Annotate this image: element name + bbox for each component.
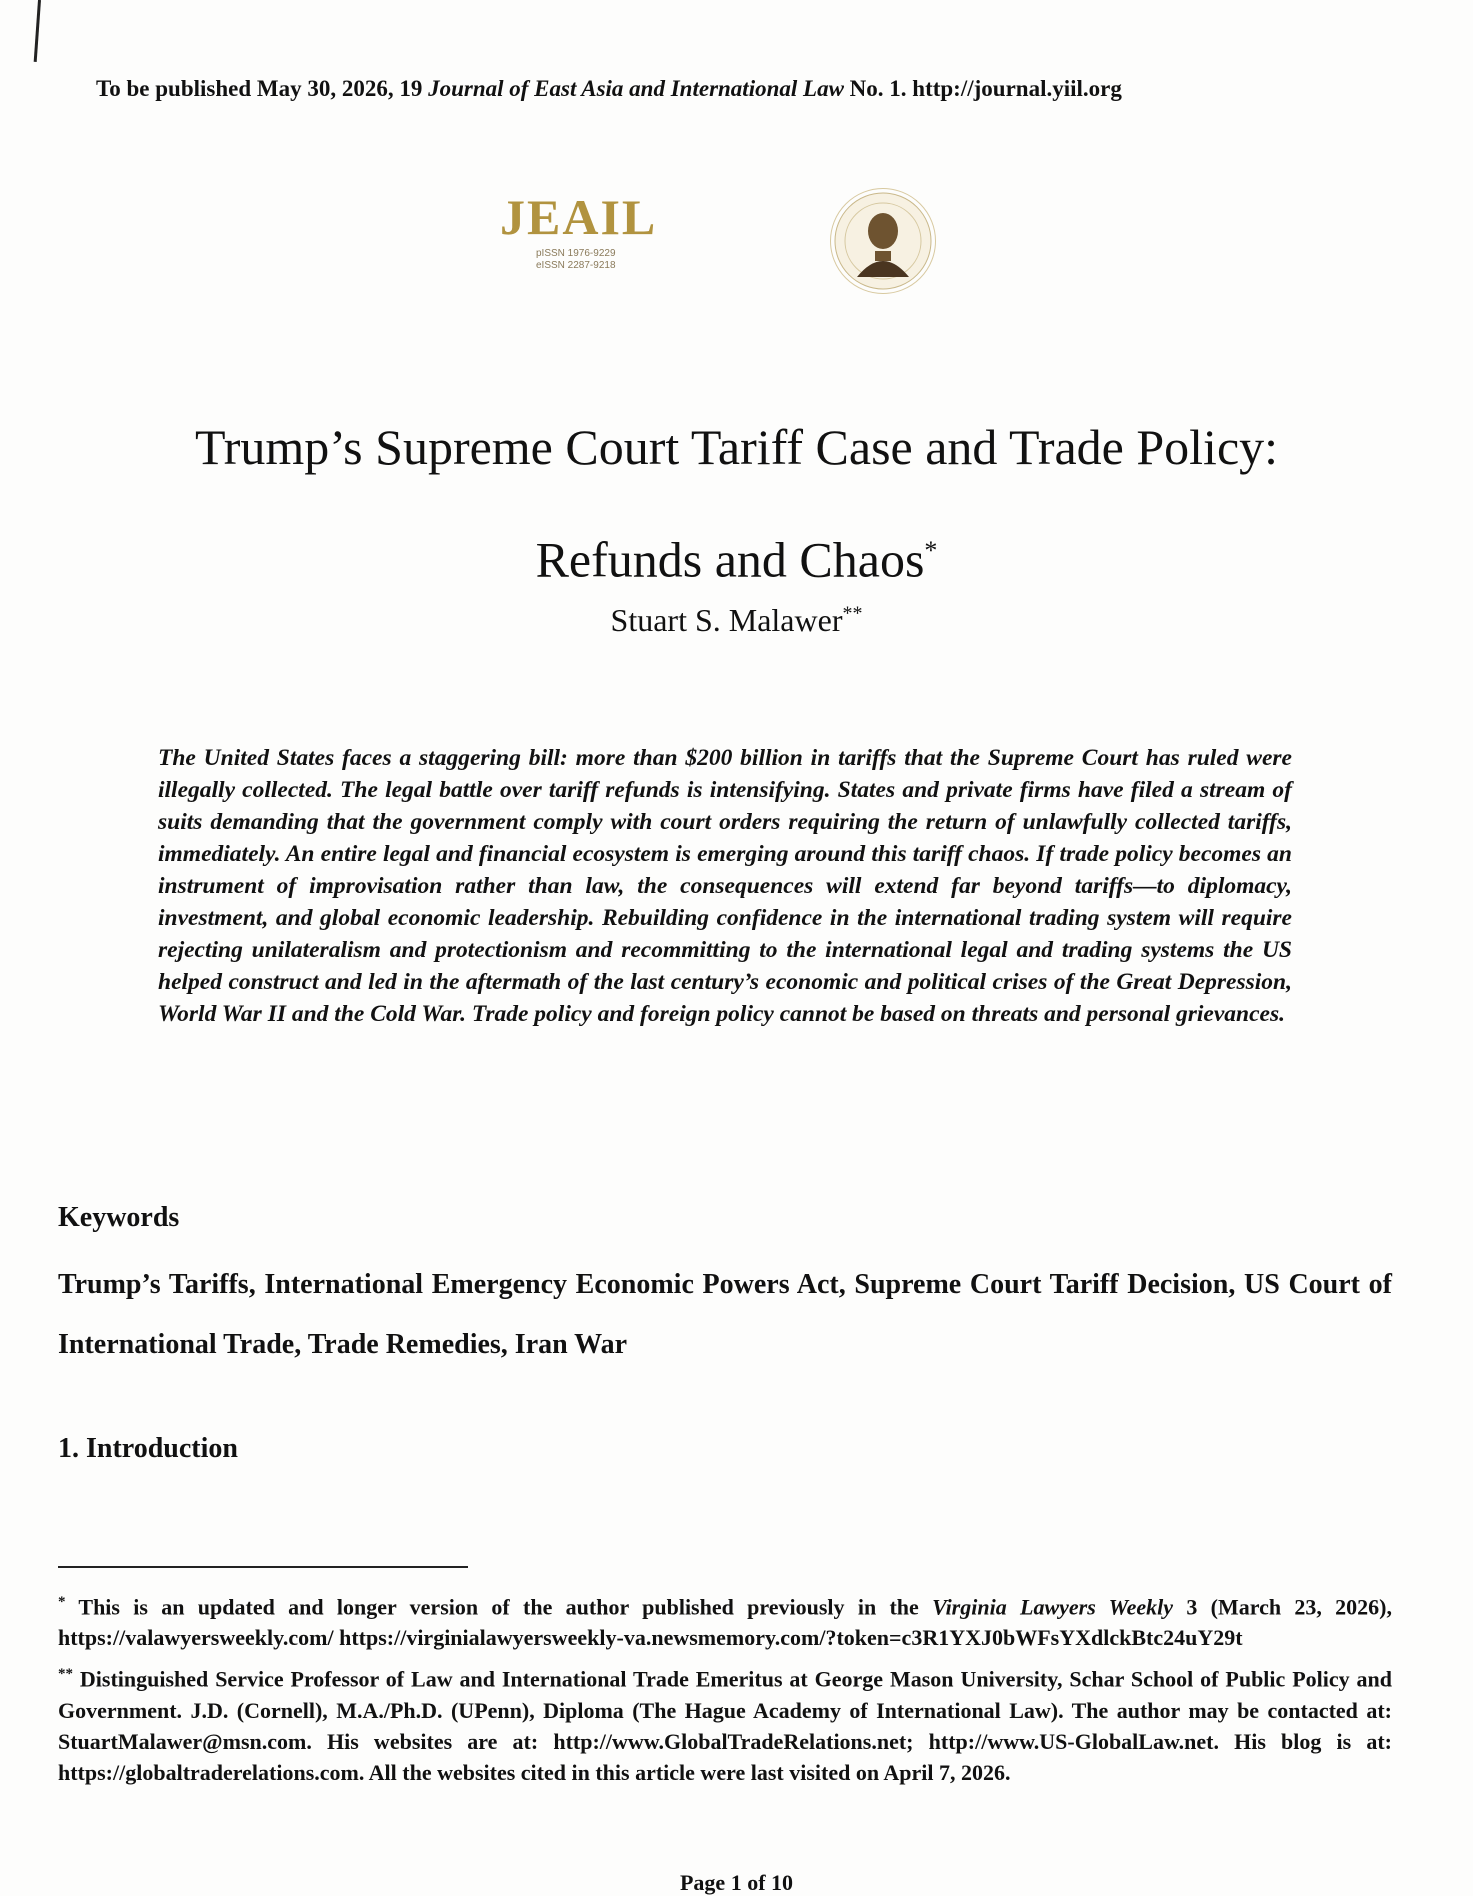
jeail-logo [500,188,820,308]
page-number: Page 1 of 10 [679,1870,794,1895]
publication-header [96,76,1386,102]
keywords-heading: Keywords [58,1202,180,1233]
footnote-1 [58,1587,1392,1653]
institute-seal-icon [830,188,936,294]
footnote-divider [58,1566,468,1568]
header-suffix: No. 1. http://journal.yiil.org [843,76,1122,101]
title-line-1: Trump’s Supreme Court Tariff Case and Trade Policy: [194,419,1279,475]
author-line [0,602,1473,639]
author-name: Stuart S. Malawer [610,602,843,638]
issn-print: pISSN 1976-9229 [536,248,616,259]
abstract: The United States faces a staggering bill: more than $200 billion in tariffs that the Supreme Court has ruled were illegally collected. The legal battle over tariff refunds is intensifying. States and private firms have filed a stream of suits demanding that the government comply with court orders requiring the return of unlawfully collected tariffs, immediately. An entire legal and financial ecosystem is emerging around this tariff chaos. If trade policy becomes an instrument of improvisation rather than law, the consequences will extend far beyond tariffs—to diplomacy, investment, and global economic leadership. Rebuilding confidence in the international trading system will require rejecting unilateralism and protectionism and recommitting to the international legal and trading systems the US helped construct and led in the aftermath of the last century’s economic and political crises of the Great Depression, World War II and the Cold War. Trade policy and foreign policy cannot be based on threats and personal grievances. [158,745,1292,1027]
footnote-1-marker: * [58,1594,66,1610]
logo-wordmark: JEAIL [500,189,658,245]
title-footnote-marker: * [924,536,938,565]
header-prefix: To be published May 30, 2026, 19 [96,76,429,101]
footnote-1-pre: This is an updated and longer version of the author published previously in the [65,1594,933,1620]
title-line-2-text: Refunds and Chaos [535,531,925,588]
footnotes [58,1587,1392,1794]
keywords-list: Trump’s Tariffs, International Emergency Economic Powers Act, Supreme Court Tariff Decision, US Court of International Trade, Trade Remedies, Iran War [58,1269,1392,1360]
footnote-2 [58,1659,1392,1787]
section-heading-introduction: 1. Introduction [58,1433,238,1464]
footnote-2-text: Distinguished Service Professor of Law and International Trade Emeritus at George Mason University, Schar School of Public Policy and Government. J.D. (Cornell), M.A./Ph.D. (UPenn), Diploma (The Hague Academy of International Law). The author may be contacted at: StuartMalawer@msn.com. His websites are at: http://www.GlobalTradeRelations.net; http://www.US-GlobalLaw.net. His blog is at: https://globaltraderelations.com. All the websites cited in this article were last visited on April 7, 2026. [58,1666,1392,1785]
footnote-1-publication: Virginia Lawyers Weekly [932,1594,1174,1620]
issn-block [536,248,616,272]
journal-name: Journal of East Asia and International Law [428,76,844,101]
footnote-1-post: 3 (March 23, 2026), https://valawyersweekly.com/ https://virginialawyersweekly-va.newsmemory.com/?token=c3R1YXJ0bWFsYXdlckBtc24uY29t [58,1594,1392,1651]
title-line-2 [0,499,1473,612]
article-title [0,395,1473,612]
issn-online: eISSN 2287-9218 [536,260,616,271]
scan-pen-mark [34,0,41,62]
footnote-2-marker: ** [58,1666,73,1683]
author-footnote-marker: ** [842,602,863,625]
